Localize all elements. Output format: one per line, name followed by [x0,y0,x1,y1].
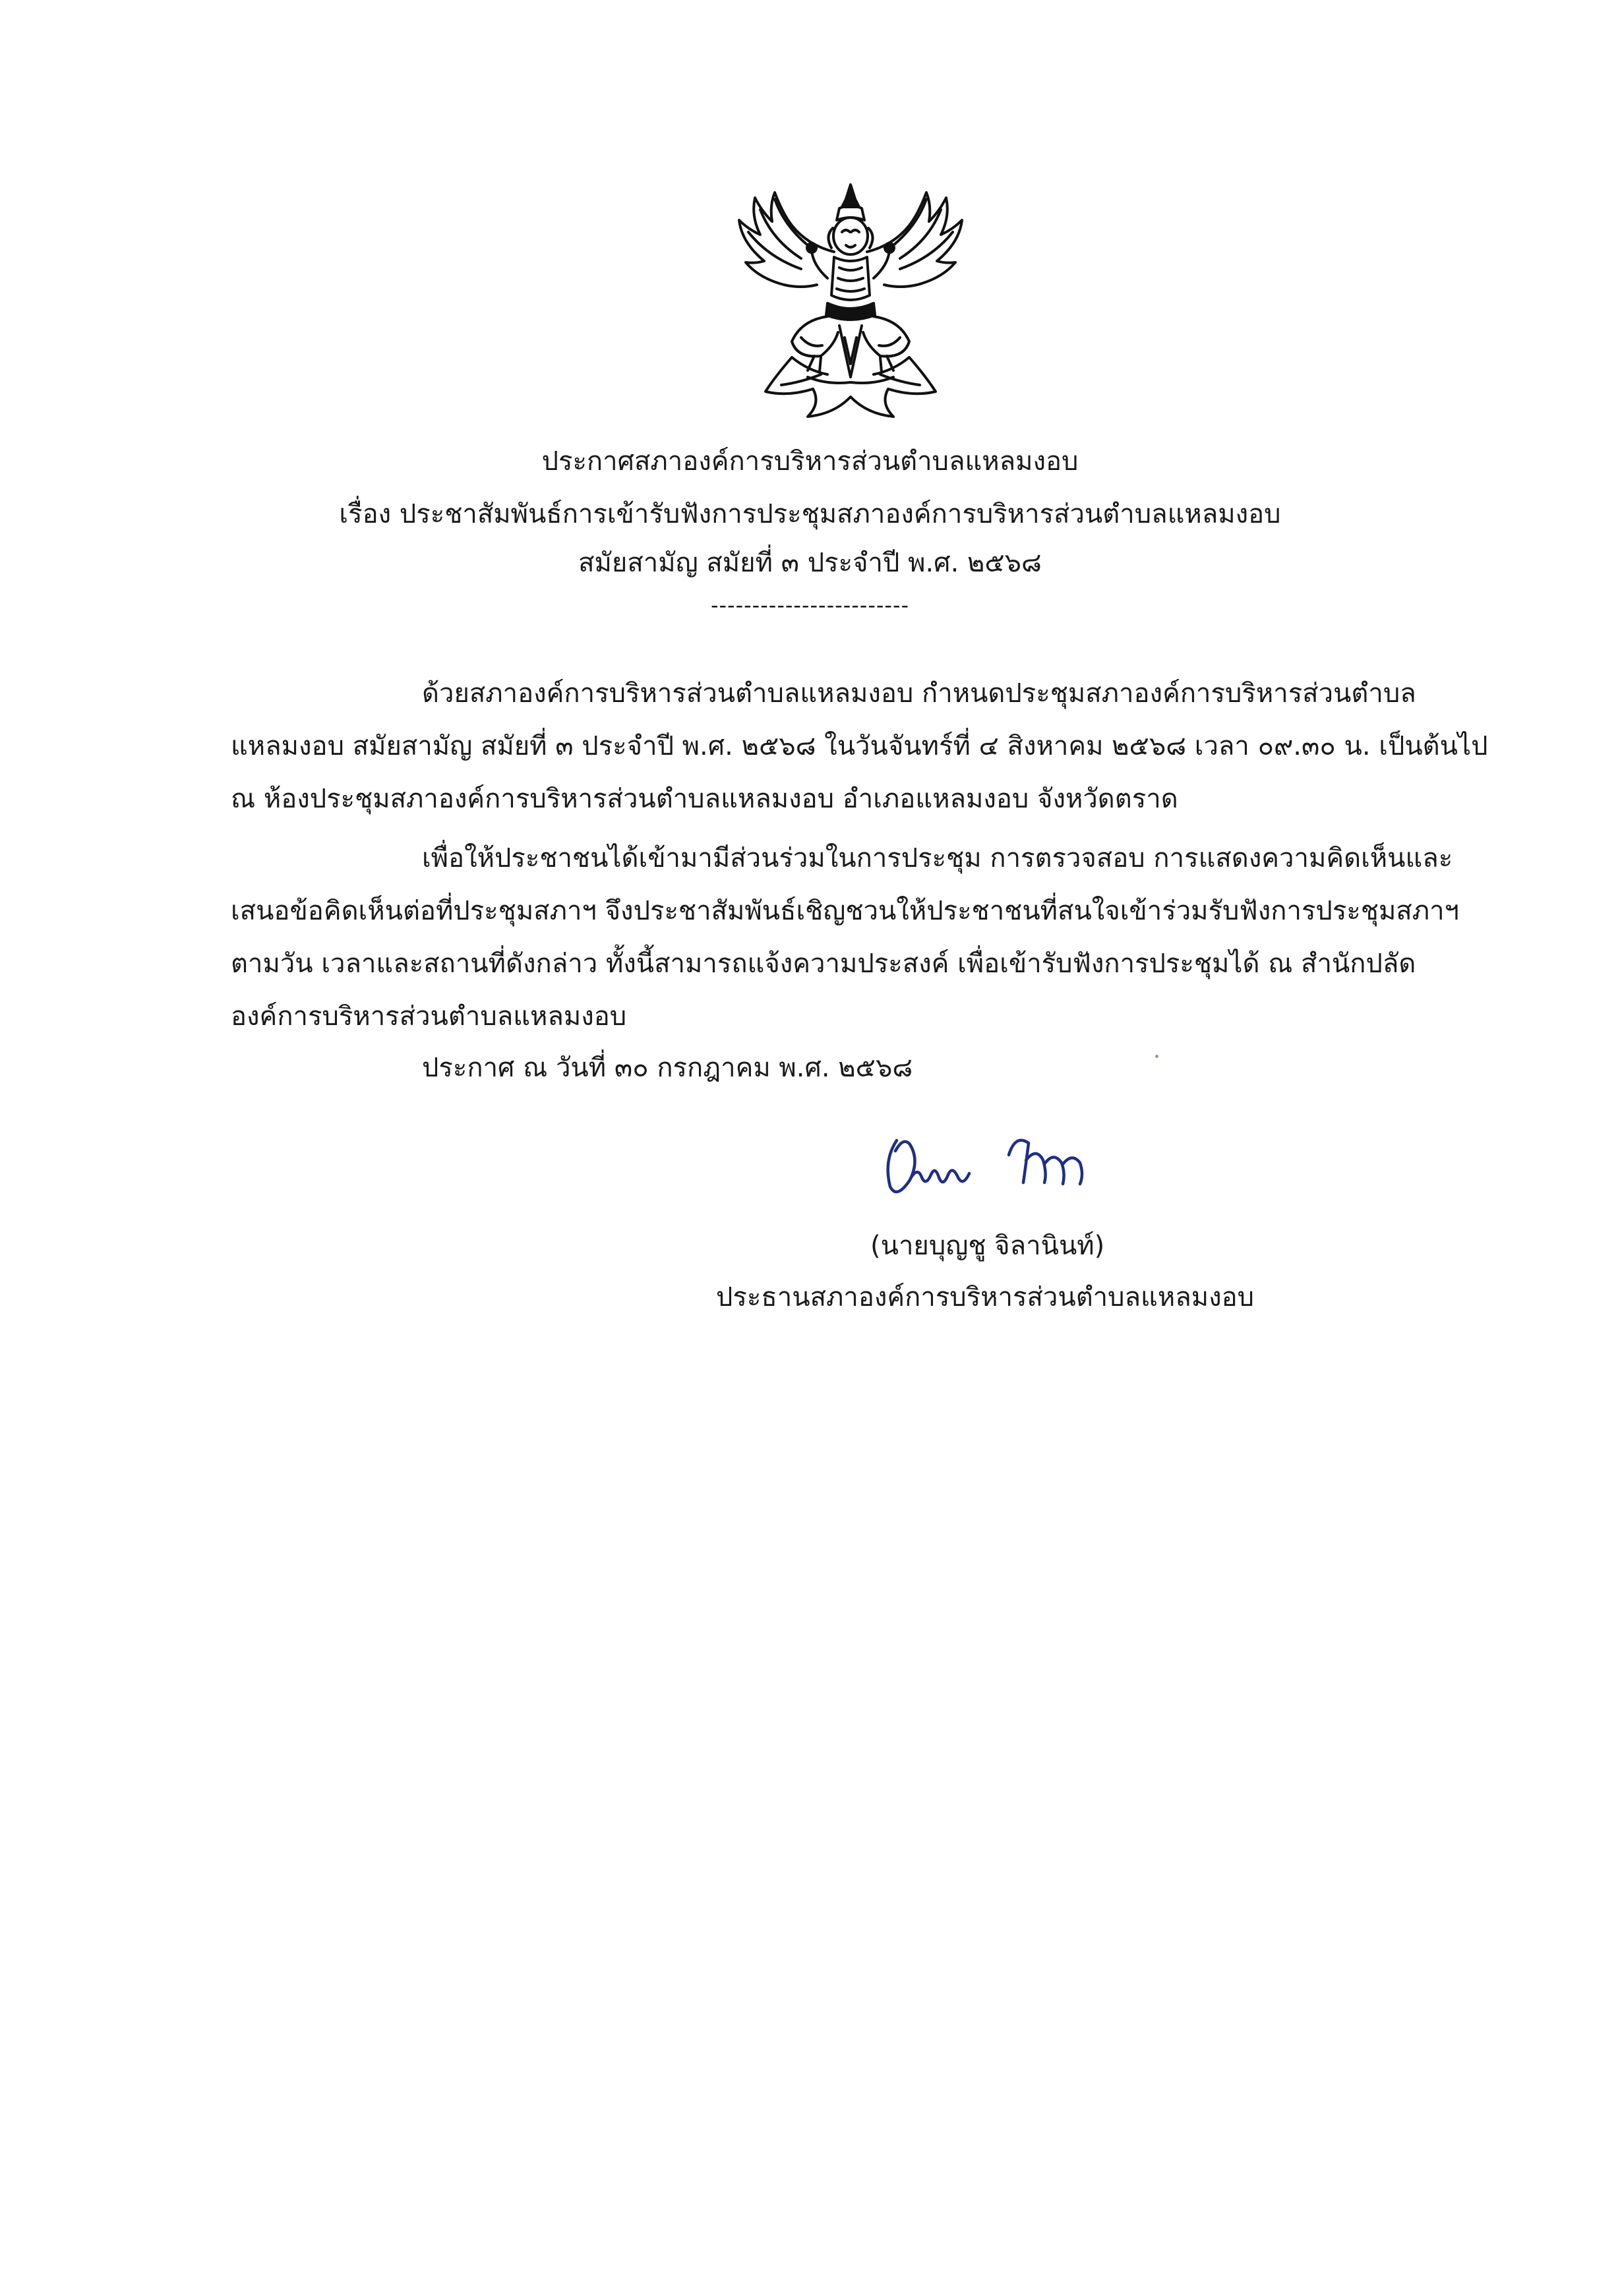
announcement-title: ประกาศสภาองค์การบริหารส่วนตำบลแหลมงอบ [541,446,1079,477]
paragraph-line: องค์การบริหารส่วนตำบลแหลมงอบ [231,1001,627,1032]
signatory-position: ประธานสภาองค์การบริหารส่วนตำบลแหลมงอบ [716,1282,1255,1312]
header-divider: ------------------------ [710,593,910,618]
paragraph-line: เสนอข้อคิดเห็นต่อที่ประชุมสภาฯ จึงประชาสัมพันธ์เชิญชวนให้ประชาชนที่สนใจเข้าร่วมรับฟังการประชุมสภาฯ [231,896,1460,926]
scan-speck [1155,1055,1158,1058]
paragraph-line: ตามวัน เวลาและสถานที่ดังกล่าว ทั้งนี้สามารถแจ้งความประสงค์ เพื่อเข้ารับฟังการประชุมได้ ณ สำนักปลัด [231,949,1416,979]
proclamation-date: ประกาศ ณ วันที่ ๓๐ กรกฎาคม พ.ศ. ๒๕๖๘ [422,1053,913,1083]
announcement-session: สมัยสามัญ สมัยที่ ๓ ประจำปี พ.ศ. ๒๕๖๘ [578,548,1042,578]
paragraph-line: ณ ห้องประชุมสภาองค์การบริหารส่วนตำบลแหลมงอบ อำเภอแหลมงอบ จังหวัดตราด [231,784,1178,814]
signatory-name: (นายบุญชู จิลานินท์) [870,1231,1105,1261]
paragraph-line: เพื่อให้ประชาชนได้เข้ามามีส่วนร่วมในการประชุม การตรวจสอบ การแสดงความคิดเห็นและ [422,843,1453,873]
handwritten-signature-icon [870,1114,1134,1213]
paragraph-public-invitation [231,832,1484,1043]
paragraph-line: ด้วยสภาองค์การบริหารส่วนตำบลแหลมงอบ กำหนดประชุมสภาองค์การบริหารส่วนตำบล [422,678,1416,709]
paragraph-meeting-schedule [231,667,1488,825]
paragraph-line: แหลมงอบ สมัยสามัญ สมัยที่ ๓ ประจำปี พ.ศ. ๒๕๖๘ ในวันจันทร์ที่ ๔ สิงหาคม ๒๕๖๘ เวลา ๐๙.๓๐ น. เป็นต้นไป [231,731,1488,761]
announcement-subject: เรื่อง ประชาสัมพันธ์การเข้ารับฟังการประชุมสภาองค์การบริหารส่วนตำบลแหลมงอบ [339,499,1281,529]
garuda-emblem-icon [729,179,973,430]
